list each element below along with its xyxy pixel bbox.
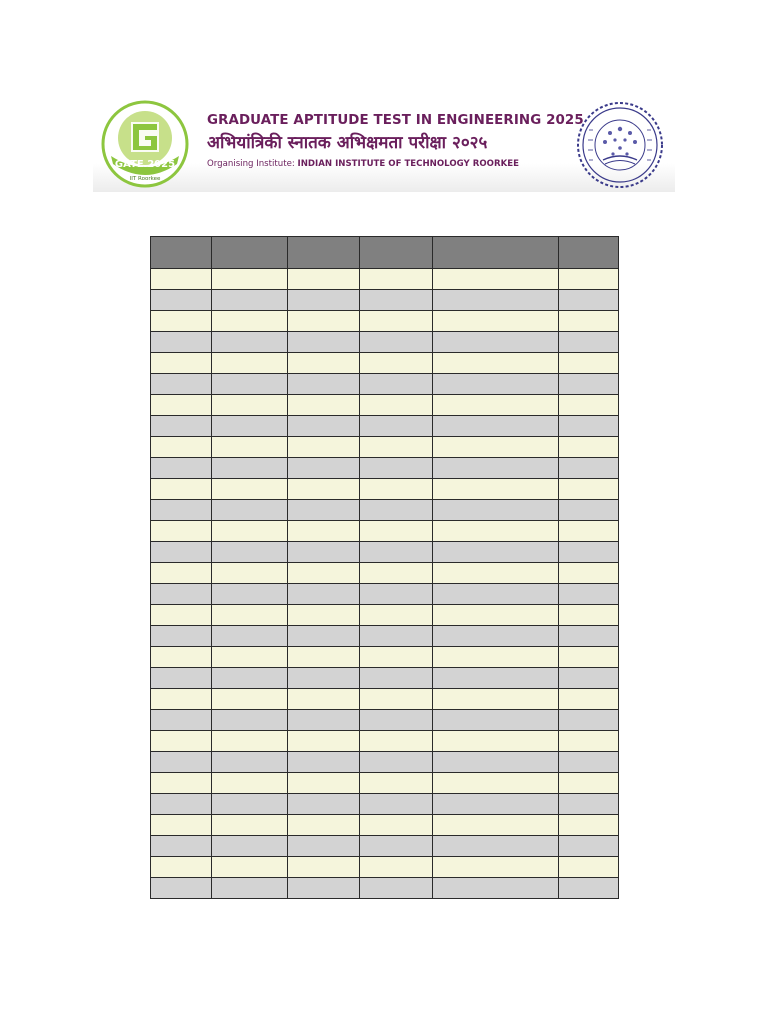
table-cell: [288, 689, 360, 710]
table-cell: [288, 374, 360, 395]
table-cell: [559, 647, 619, 668]
table-cell: [433, 626, 559, 647]
org-name: INDIAN INSTITUTE OF TECHNOLOGY ROORKEE: [297, 159, 519, 169]
table-header-cell: [151, 237, 212, 269]
table-cell: [212, 689, 288, 710]
table-row: [151, 521, 619, 542]
table-cell: [288, 794, 360, 815]
table-cell: [360, 479, 433, 500]
table-cell: [433, 752, 559, 773]
table-row: [151, 647, 619, 668]
table-cell: [212, 353, 288, 374]
table-cell: [151, 542, 212, 563]
table-row: [151, 479, 619, 500]
table-cell: [212, 542, 288, 563]
table-cell: [360, 500, 433, 521]
table-row: [151, 626, 619, 647]
table-cell: [288, 290, 360, 311]
table-cell: [288, 710, 360, 731]
table-cell: [151, 395, 212, 416]
table-cell: [559, 521, 619, 542]
table-cell: [212, 794, 288, 815]
table-cell: [151, 521, 212, 542]
table-cell: [212, 395, 288, 416]
table-cell: [212, 290, 288, 311]
table-cell: [151, 563, 212, 584]
table-row: [151, 458, 619, 479]
table-cell: [433, 731, 559, 752]
table-cell: [288, 563, 360, 584]
banner-text: [207, 112, 584, 171]
table-cell: [360, 311, 433, 332]
table-cell: [288, 437, 360, 458]
table-cell: [433, 395, 559, 416]
table-cell: [559, 584, 619, 605]
table-cell: [559, 668, 619, 689]
table-cell: [288, 458, 360, 479]
table-cell: [212, 815, 288, 836]
table-cell: [433, 563, 559, 584]
table-cell: [151, 416, 212, 437]
table-row: [151, 731, 619, 752]
table-cell: [151, 374, 212, 395]
table-cell: [288, 605, 360, 626]
table-cell: [559, 374, 619, 395]
table-cell: [288, 542, 360, 563]
table-cell: [212, 836, 288, 857]
table-cell: [212, 311, 288, 332]
table-cell: [433, 269, 559, 290]
table-cell: [360, 269, 433, 290]
table-cell: [151, 668, 212, 689]
table-header-cell: [288, 237, 360, 269]
table-row: [151, 500, 619, 521]
table-cell: [151, 878, 212, 899]
table-cell: [288, 353, 360, 374]
table-cell: [360, 563, 433, 584]
table-cell: [360, 290, 433, 311]
table-row: [151, 374, 619, 395]
table-cell: [288, 815, 360, 836]
table-cell: [433, 479, 559, 500]
table-cell: [212, 857, 288, 878]
table-cell: [433, 857, 559, 878]
table-cell: [360, 878, 433, 899]
table-cell: [288, 269, 360, 290]
table-cell: [360, 374, 433, 395]
table-row: [151, 836, 619, 857]
table-cell: [151, 605, 212, 626]
table-cell: [288, 857, 360, 878]
table-cell: [559, 332, 619, 353]
table-cell: [360, 332, 433, 353]
table-cell: [212, 521, 288, 542]
table-cell: [360, 689, 433, 710]
table-cell: [151, 815, 212, 836]
table-cell: [288, 668, 360, 689]
table-cell: [559, 416, 619, 437]
table-cell: [559, 752, 619, 773]
table-cell: [212, 563, 288, 584]
table-cell: [559, 815, 619, 836]
table-cell: [360, 815, 433, 836]
table-cell: [151, 773, 212, 794]
table-cell: [151, 269, 212, 290]
table-cell: [288, 584, 360, 605]
table-cell: [360, 710, 433, 731]
table-row: [151, 437, 619, 458]
table-cell: [559, 878, 619, 899]
table-cell: [151, 752, 212, 773]
table-cell: [212, 731, 288, 752]
table-cell: [559, 311, 619, 332]
table-row: [151, 542, 619, 563]
table-row: [151, 269, 619, 290]
table-cell: [151, 584, 212, 605]
table-cell: [288, 836, 360, 857]
table-cell: [433, 794, 559, 815]
table-cell: [212, 374, 288, 395]
table-header-cell: [212, 237, 288, 269]
table-cell: [559, 269, 619, 290]
table-cell: [360, 752, 433, 773]
table-cell: [151, 689, 212, 710]
table-header-cell: [559, 237, 619, 269]
table-cell: [212, 647, 288, 668]
table-cell: [212, 437, 288, 458]
header-banner: [93, 96, 675, 192]
table-cell: [433, 437, 559, 458]
table-cell: [212, 773, 288, 794]
table-cell: [433, 689, 559, 710]
table-cell: [559, 458, 619, 479]
table-row: [151, 752, 619, 773]
table-cell: [433, 710, 559, 731]
table-cell: [212, 269, 288, 290]
table-row: [151, 605, 619, 626]
table-cell: [151, 290, 212, 311]
table-row: [151, 773, 619, 794]
table-cell: [212, 332, 288, 353]
table-cell: [212, 878, 288, 899]
table-cell: [360, 647, 433, 668]
table-cell: [212, 458, 288, 479]
table-cell: [360, 668, 433, 689]
table-cell: [288, 311, 360, 332]
table-cell: [433, 815, 559, 836]
table-cell: [288, 416, 360, 437]
iit-roorkee-seal-icon: [575, 100, 665, 190]
table-cell: [433, 584, 559, 605]
table-cell: [288, 479, 360, 500]
table-cell: [151, 311, 212, 332]
data-table-container: [150, 236, 618, 899]
table-cell: [212, 479, 288, 500]
table-cell: [288, 332, 360, 353]
table-cell: [360, 458, 433, 479]
table-cell: [151, 353, 212, 374]
table-cell: [360, 584, 433, 605]
table-cell: [433, 332, 559, 353]
table-header-cell: [433, 237, 559, 269]
table-cell: [433, 374, 559, 395]
table-cell: [433, 878, 559, 899]
table-cell: [360, 416, 433, 437]
table-cell: [151, 437, 212, 458]
table-cell: [433, 416, 559, 437]
gate-2025-logo-icon: [101, 100, 189, 188]
table-cell: [360, 605, 433, 626]
table-cell: [360, 836, 433, 857]
table-cell: [559, 542, 619, 563]
table-row: [151, 878, 619, 899]
table-cell: [433, 836, 559, 857]
table-cell: [433, 605, 559, 626]
table-cell: [212, 752, 288, 773]
table-cell: [151, 731, 212, 752]
table-cell: [559, 836, 619, 857]
gate-logo-subtext: IIT Roorkee: [129, 176, 161, 182]
table-row: [151, 668, 619, 689]
table-cell: [151, 710, 212, 731]
table-cell: [360, 437, 433, 458]
table-cell: [360, 794, 433, 815]
table-cell: [212, 710, 288, 731]
table-cell: [151, 626, 212, 647]
gate-logo-text: GATE 2025: [114, 159, 176, 170]
table-cell: [559, 710, 619, 731]
page-title: GRADUATE APTITUDE TEST IN ENGINEERING 2025: [207, 113, 584, 128]
table-row: [151, 689, 619, 710]
table-cell: [433, 773, 559, 794]
table-row: [151, 563, 619, 584]
table-cell: [433, 458, 559, 479]
page-title-hindi: अभियांत्रिकी स्नातक अभिक्षमता परीक्षा २०२५: [207, 133, 488, 153]
table-row: [151, 584, 619, 605]
table-cell: [288, 500, 360, 521]
table-cell: [559, 563, 619, 584]
table-cell: [559, 689, 619, 710]
table-cell: [433, 311, 559, 332]
table-cell: [212, 605, 288, 626]
table-cell: [559, 395, 619, 416]
table-row: [151, 311, 619, 332]
table-cell: [212, 584, 288, 605]
table-header-row: [151, 237, 619, 269]
table-cell: [151, 458, 212, 479]
table-cell: [360, 731, 433, 752]
table-cell: [288, 752, 360, 773]
table-cell: [559, 857, 619, 878]
table-cell: [360, 395, 433, 416]
table-body: [151, 269, 619, 899]
table-cell: [151, 332, 212, 353]
table-cell: [212, 416, 288, 437]
table-cell: [559, 773, 619, 794]
table-cell: [433, 521, 559, 542]
table-row: [151, 794, 619, 815]
table-cell: [288, 773, 360, 794]
table-cell: [288, 731, 360, 752]
table-cell: [433, 290, 559, 311]
table-cell: [433, 668, 559, 689]
table-cell: [559, 605, 619, 626]
organising-institute: [207, 157, 567, 171]
table-row: [151, 290, 619, 311]
table-cell: [559, 290, 619, 311]
table-cell: [360, 773, 433, 794]
table-cell: [433, 542, 559, 563]
table-cell: [288, 521, 360, 542]
table-cell: [151, 836, 212, 857]
table-cell: [360, 542, 433, 563]
table-cell: [288, 878, 360, 899]
table-header-cell: [360, 237, 433, 269]
table-cell: [212, 626, 288, 647]
table-cell: [151, 647, 212, 668]
data-table: [150, 236, 619, 899]
table-cell: [433, 647, 559, 668]
table-cell: [288, 647, 360, 668]
table-cell: [151, 500, 212, 521]
table-cell: [559, 479, 619, 500]
table-cell: [151, 479, 212, 500]
table-cell: [360, 626, 433, 647]
table-cell: [212, 500, 288, 521]
table-cell: [559, 353, 619, 374]
table-cell: [433, 353, 559, 374]
table-cell: [559, 731, 619, 752]
table-cell: [360, 857, 433, 878]
table-row: [151, 332, 619, 353]
table-row: [151, 710, 619, 731]
table-cell: [288, 626, 360, 647]
table-cell: [151, 857, 212, 878]
table-cell: [151, 794, 212, 815]
org-label: Organising Institute:: [207, 159, 298, 169]
table-cell: [360, 521, 433, 542]
table-cell: [559, 626, 619, 647]
table-row: [151, 416, 619, 437]
table-cell: [360, 353, 433, 374]
table-cell: [559, 500, 619, 521]
table-row: [151, 353, 619, 374]
table-row: [151, 857, 619, 878]
table-cell: [559, 437, 619, 458]
table-row: [151, 395, 619, 416]
table-row: [151, 815, 619, 836]
table-cell: [288, 395, 360, 416]
table-cell: [433, 500, 559, 521]
table-cell: [559, 794, 619, 815]
table-cell: [212, 668, 288, 689]
